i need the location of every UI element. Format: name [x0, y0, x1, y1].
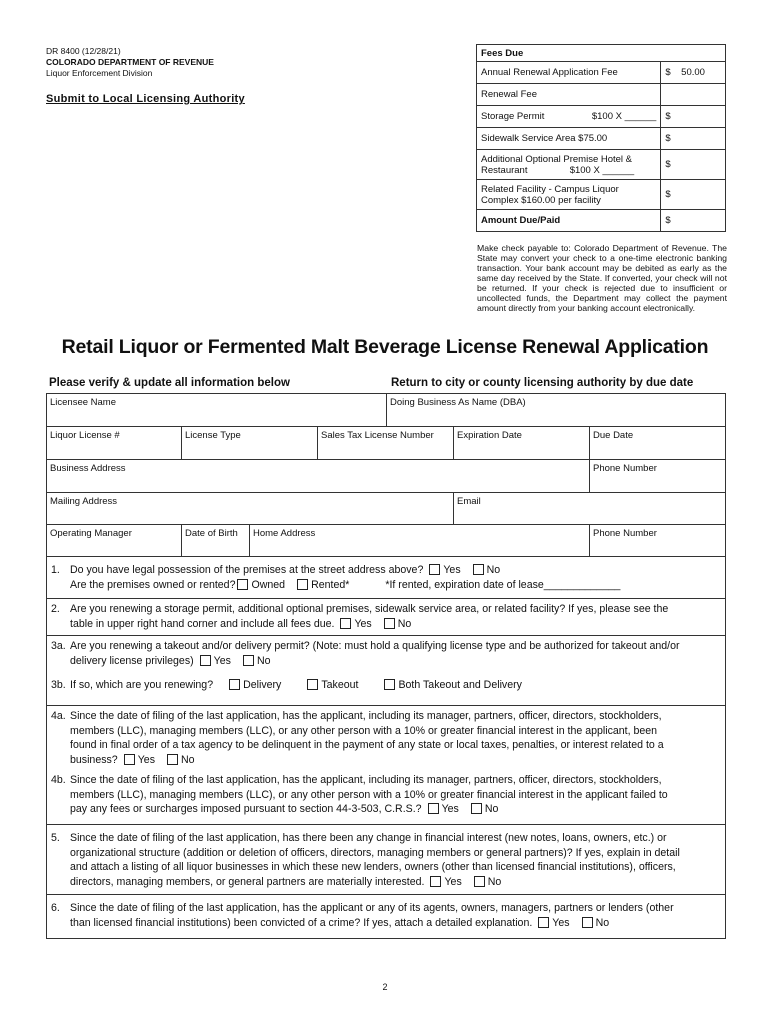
q5-no-label: No	[487, 875, 502, 888]
takeout-checkbox[interactable]	[307, 679, 318, 690]
business-phone-field[interactable]: Phone Number	[589, 459, 726, 492]
dba-field[interactable]: Doing Business As Name (DBA)	[386, 393, 726, 426]
due-date-field[interactable]: Due Date	[589, 426, 726, 459]
q1-text: Do you have legal possession of the premises at the street address above?	[70, 564, 424, 576]
q4b-text-line1: Since the date of filing of the last application, has the applicant, including its manager, partners, officer, directors, stockholders,	[70, 774, 662, 786]
q4b-no-checkbox[interactable]	[471, 803, 482, 814]
q5-text-line3: and attach a listing of all liquor businesses in which these new lenders, owners (other than licensed financial institutions), officers,	[70, 861, 676, 873]
submit-to-heading: Submit to Local Licensing Authority	[46, 93, 245, 105]
q2-yes-checkbox[interactable]	[340, 618, 351, 629]
question-2	[46, 599, 726, 636]
expiration-date-field[interactable]: Expiration Date	[453, 426, 589, 459]
q4a-text-line3: found in final order of a tax agency to be delinquent in the payment of any state or local taxes, penalties, or interest related to a	[70, 739, 664, 751]
q4b-text-line2: members (LLC), managing members (LLC), or any other person with a 10% or greater financial interest in the applicant failed to	[70, 788, 668, 801]
division-name: Liquor Enforcement Division	[46, 68, 153, 78]
q6-text-line1: Since the date of filing of the last application, has the applicant or any of its agents, owners, managers, partners or lenders (other	[70, 902, 674, 914]
q5-text-line2: organizational structure (addition or deletion of officers, directors, managing members or general partners)? If yes, explain in detail	[70, 846, 680, 859]
q2-text-line1: Are you renewing a storage permit, additional optional premises, sidewalk service area, or related facility? If yes, please see the	[70, 603, 669, 615]
q5-yes-label: Yes	[444, 875, 462, 888]
q4b-yes-checkbox[interactable]	[428, 803, 439, 814]
q6-no-label: No	[595, 916, 610, 929]
question-3	[46, 636, 726, 706]
fee-label-annual: Annual Renewal Application Fee	[477, 62, 661, 84]
check-payment-note: Make check payable to: Colorado Department of Revenue. The State may convert your check to a one-time electronic banking transaction. Your bank account may be debited as early as the same day received by the State. If converted, your check will not be returned. If your check is rejected due to insufficient or uncollected funds, the Department may collect the payment amount directly from your banking account electronically.	[477, 243, 727, 313]
license-type-field[interactable]: License Type	[181, 426, 317, 459]
q4a-yes-checkbox[interactable]	[124, 754, 135, 765]
q2-number: 2.	[51, 603, 60, 615]
q6-text-line2: than licensed financial institutions) been convicted of a crime? If yes, attach a detailed explanation.	[70, 916, 533, 929]
fee-label-optional-premise-line2: Restaurant $100 X ______	[481, 164, 635, 176]
takeout-label: Takeout	[321, 679, 359, 691]
q1-yes-label: Yes	[443, 564, 461, 576]
q4a-text-line1: Since the date of filing of the last application, has the applicant, including its manager, partners, officer, directors, stockholders,	[70, 710, 662, 722]
question-5	[46, 825, 726, 895]
q3a-text-line2: delivery license privileges)	[70, 654, 194, 667]
q6-yes-label: Yes	[552, 916, 570, 929]
delivery-checkbox[interactable]	[229, 679, 240, 690]
rented-lease-note: *If rented, expiration date of lease_____________	[385, 578, 621, 591]
q3a-no-label: No	[256, 654, 271, 667]
q3b-number: 3b.	[51, 679, 66, 691]
manager-phone-field[interactable]: Phone Number	[589, 524, 726, 557]
question-1	[46, 557, 726, 599]
q5-no-checkbox[interactable]	[474, 876, 485, 887]
q4a-no-checkbox[interactable]	[167, 754, 178, 765]
fee-amount-annual[interactable]: $ 50.00	[661, 62, 726, 84]
business-address-field[interactable]: Business Address	[46, 459, 589, 492]
mailing-address-field[interactable]: Mailing Address	[46, 492, 453, 524]
q3a-number: 3a.	[51, 640, 66, 652]
q4a-text-line4: business?	[70, 753, 118, 766]
form-id: DR 8400 (12/28/21)	[46, 46, 121, 56]
verify-instruction: Please verify & update all information below	[49, 377, 290, 389]
q4b-number: 4b.	[51, 774, 66, 786]
fee-amount-sidewalk[interactable]: $	[661, 128, 726, 150]
q1-no-checkbox[interactable]	[473, 564, 484, 575]
q4a-yes-label: Yes	[137, 753, 155, 766]
q5-text-line4: directors, managing members, or general partners are materially interested.	[70, 875, 425, 888]
q4b-yes-label: Yes	[441, 803, 459, 815]
fee-label-optional-premise	[477, 150, 661, 180]
fee-label-renewal: Renewal Fee	[477, 84, 661, 106]
fee-label-related-facility-line1: Related Facility - Campus Liquor	[481, 183, 619, 195]
q6-number: 6.	[51, 902, 60, 914]
fee-amount-due[interactable]: $	[661, 210, 726, 232]
q5-number: 5.	[51, 832, 60, 844]
fee-label-optional-premise-line1: Additional Optional Premise Hotel &	[481, 153, 633, 165]
q3a-text-line1: Are you renewing a takeout and/or delivery permit? (Note: must hold a qualifying license type and be authorized for takeout and/or	[70, 640, 680, 652]
page-title: Retail Liquor or Fermented Malt Beverage License Renewal Application	[61, 336, 709, 358]
rented-checkbox[interactable]	[297, 579, 308, 590]
operating-manager-field[interactable]: Operating Manager	[46, 524, 181, 557]
q4a-no-label: No	[181, 753, 195, 766]
q3b-text: If so, which are you renewing?	[70, 679, 214, 691]
fee-amount-related-facility[interactable]: $	[661, 180, 726, 210]
q6-yes-checkbox[interactable]	[538, 917, 549, 928]
licensee-name-field[interactable]: Licensee Name	[46, 393, 386, 426]
q6-no-checkbox[interactable]	[582, 917, 593, 928]
q4b-text-line3: pay any fees or surcharges imposed pursuant to section 44-3-503, C.R.S.?	[70, 803, 422, 815]
owned-checkbox[interactable]	[237, 579, 248, 590]
q2-no-checkbox[interactable]	[384, 618, 395, 629]
q4a-text-line2: members (LLC), managing members (LLC), or any other person with a 10% or greater financial interest in the applicant, been	[70, 724, 658, 737]
department-name: COLORADO DEPARTMENT OF REVENUE	[46, 57, 214, 67]
fee-label-sidewalk: Sidewalk Service Area $75.00	[477, 128, 661, 150]
date-of-birth-field[interactable]: Date of Birth	[181, 524, 249, 557]
rented-label: Rented*	[311, 578, 350, 591]
page-number: 2	[382, 982, 388, 992]
fee-amount-storage[interactable]: $	[661, 106, 726, 128]
fees-title: Fees Due	[477, 45, 726, 62]
q4b-no-label: No	[484, 803, 499, 815]
q1-owned-question: Are the premises owned or rented?	[70, 578, 236, 591]
fee-label-related-facility-line2: Complex $160.00 per facility	[481, 194, 601, 206]
q5-text-line1: Since the date of filing of the last application, has there been any change in financial interest (new notes, loans, owners, etc.) or	[70, 832, 667, 844]
q2-text-line2: table in upper right hand corner and include all fees due.	[70, 617, 335, 630]
question-4	[46, 706, 726, 825]
q1-yes-checkbox[interactable]	[429, 564, 440, 575]
liquor-license-field[interactable]: Liquor License #	[46, 426, 181, 459]
q1-number: 1.	[51, 564, 60, 576]
owned-label: Owned	[251, 578, 286, 591]
sales-tax-field[interactable]: Sales Tax License Number	[317, 426, 453, 459]
fees-table	[476, 44, 726, 232]
fee-label-storage: Storage Permit $100 X ______	[477, 106, 661, 128]
delivery-label: Delivery	[243, 679, 282, 691]
q2-yes-label: Yes	[354, 617, 372, 630]
email-field[interactable]: Email	[453, 492, 726, 524]
fee-label-related-facility	[477, 180, 661, 210]
q1-no-label: No	[486, 564, 501, 576]
home-address-field[interactable]: Home Address	[249, 524, 589, 557]
q2-no-label: No	[397, 617, 412, 630]
both-checkbox[interactable]	[384, 679, 395, 690]
fee-label-amount-due: Amount Due/Paid	[477, 210, 661, 232]
question-6	[46, 895, 726, 939]
q4a-number: 4a.	[51, 710, 66, 722]
fee-amount-renewal	[661, 84, 726, 106]
q3a-yes-label: Yes	[213, 654, 231, 667]
q3a-no-checkbox[interactable]	[243, 655, 254, 666]
q5-yes-checkbox[interactable]	[430, 876, 441, 887]
both-label: Both Takeout and Delivery	[398, 679, 522, 691]
fee-amount-optional-premise[interactable]: $	[661, 150, 726, 180]
return-instruction: Return to city or county licensing authority by due date	[391, 377, 694, 389]
q3a-yes-checkbox[interactable]	[200, 655, 211, 666]
